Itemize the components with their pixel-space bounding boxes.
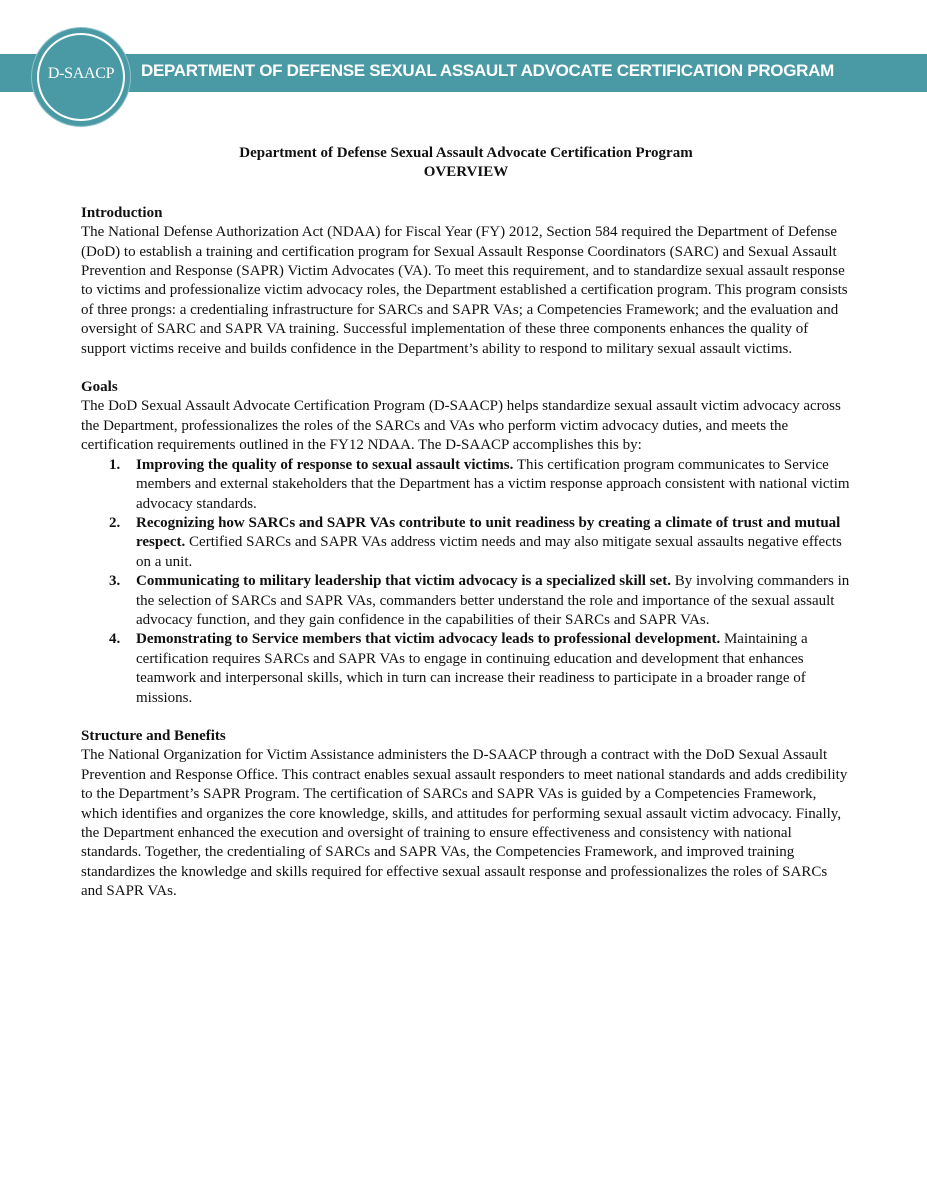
banner-title: DEPARTMENT OF DEFENSE SEXUAL ASSAULT ADVOCATE CERTIFICATION PROGRAM bbox=[141, 61, 834, 80]
list-item-lead: Communicating to military leadership that victim advocacy is a specialized skill set. bbox=[136, 573, 671, 590]
list-item bbox=[81, 572, 851, 630]
document-title bbox=[81, 144, 851, 183]
list-item-lead: Demonstrating to Service members that victim advocacy leads to professional development. bbox=[136, 631, 721, 648]
list-item-lead: Recognizing how SARCs and SAPR VAs contribute to unit readiness by creating a climate of trust and mutual respect. bbox=[136, 514, 841, 551]
goals-heading: Goals bbox=[81, 379, 118, 396]
list-item-number: 2. bbox=[109, 514, 121, 531]
introduction-heading: Introduction bbox=[81, 204, 163, 221]
document-body bbox=[81, 144, 851, 902]
goals-section bbox=[81, 378, 851, 708]
document-title-line-1: Department of Defense Sexual Assault Advocate Certification Program bbox=[239, 145, 693, 161]
list-item bbox=[81, 456, 851, 514]
header-banner bbox=[0, 54, 927, 92]
d-saacp-logo bbox=[32, 28, 130, 126]
list-item-text: Certified SARCs and SAPR VAs address victim needs and may also mitigate sexual assaults negative effects on a unit. bbox=[136, 534, 842, 570]
document-title-line-2: OVERVIEW bbox=[423, 164, 509, 181]
list-item bbox=[81, 514, 851, 572]
introduction-section bbox=[81, 204, 851, 359]
goals-list bbox=[81, 456, 851, 708]
goals-paragraph: The DoD Sexual Assault Advocate Certification Program (D-SAACP) helps standardize sexual assault victim advocacy across the Department, professionalizes the roles of the SARCs and VAs who perform victim advocacy duties, and meets the certification requirements outlined in the FY12 NDAA. The D-SAACP accomplishes this by: bbox=[81, 398, 841, 454]
list-item-text: This certification program communicates to Service members and external stakeholders that the Department has a victim response approach consistent with national victim advocacy standards. bbox=[136, 456, 850, 512]
list-item-text: Maintaining a certification requires SARCs and SAPR VAs to engage in continuing education and development that enhances teamwork and interpersonal skills, which in turn can increase their readiness to participate in a broader range of missions. bbox=[136, 631, 808, 706]
list-item bbox=[81, 630, 851, 708]
structure-paragraph: The National Organization for Victim Assistance administers the D-SAACP through a contract with the DoD Sexual Assault Prevention and Response Office. This contract enables sexual assault responders to meet national standards and adds credibility to the Department’s SAPR Program. The certification of SARCs and SAPR VAs is guided by a Competencies Framework, which identifies and organizes the core knowledge, skills, and attitudes for performing sexual assault victim advocacy. Finally, the Department enhanced the execution and oversight of training to ensure effectiveness and consistency with national standards. Together, the credentialing of SARCs and SAPR VAs, the Competencies Framework, and improved training standardizes the knowledge and skills required for effective sexual assault response and professionalizes the roles of SARCs and SAPR VAs. bbox=[81, 747, 848, 900]
structure-heading: Structure and Benefits bbox=[81, 727, 226, 744]
list-item-number: 3. bbox=[109, 573, 121, 590]
list-item-text: By involving commanders in the selection of SARCs and SAPR VAs, commanders better understand the role and importance of the sexual assault advocacy function, and they gain confidence in the capabilities of their SARCs and SAPR VAs. bbox=[136, 573, 850, 628]
logo-text: D-SAACP bbox=[47, 65, 115, 82]
list-item-number: 1. bbox=[109, 456, 121, 473]
list-item-lead: Improving the quality of response to sexual assault victims. bbox=[136, 456, 514, 473]
list-item-number: 4. bbox=[109, 631, 121, 648]
introduction-paragraph: The National Defense Authorization Act (NDAA) for Fiscal Year (FY) 2012, Section 584 required the Department of Defense (DoD) to establish a training and certification program for Sexual Assault Response Coordinators (SARC) and Sexual Assault Prevention and Response (SAPR) Victim Advocates (VA). To meet this requirement, and to standardize sexual assault response to victims and professionalize victim advocacy roles, the Department established a certification program. This program consists of three prongs: a credentialing infrastructure for SARCs and SAPR VAs; a Competencies Framework; and the evaluation and oversight of SARC and SAPR VA training. Successful implementation of these three components enhances the quality of support victims receive and builds confidence in the Department’s ability to respond to military sexual assault victims. bbox=[81, 224, 848, 357]
structure-section bbox=[81, 727, 851, 902]
